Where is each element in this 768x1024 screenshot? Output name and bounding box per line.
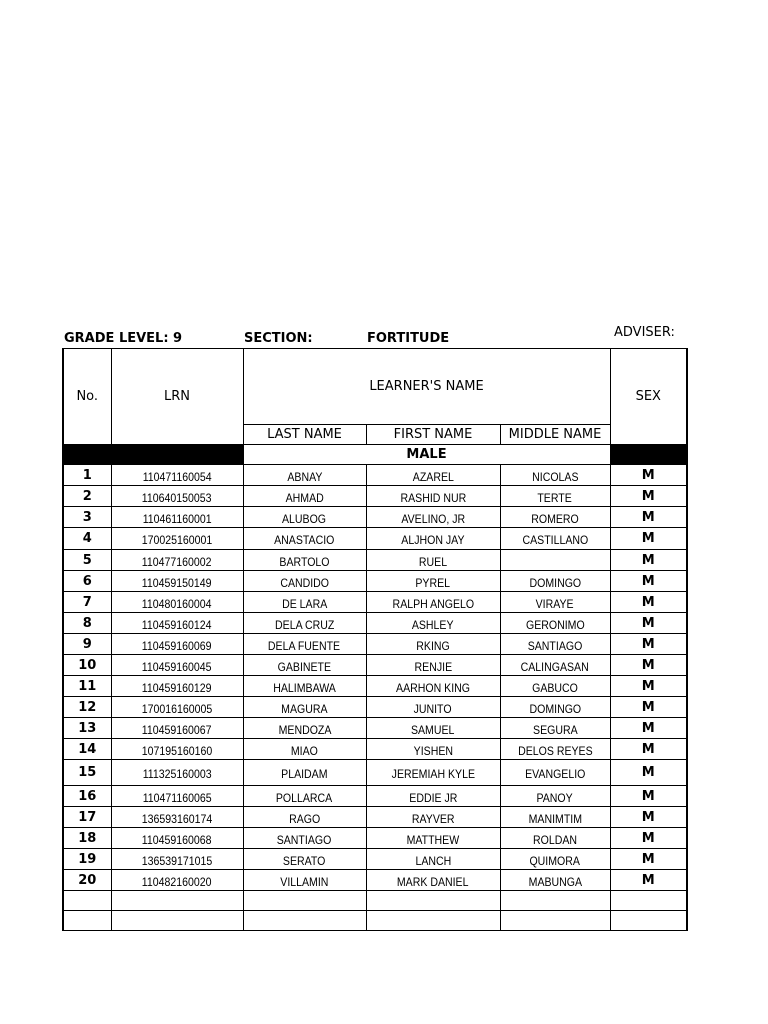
first-name-cell-text: RAYVER xyxy=(411,811,455,826)
last-name-cell xyxy=(243,807,366,828)
middle-name-cell-text: ROMERO xyxy=(531,511,579,526)
table-row xyxy=(63,592,687,613)
lrn-cell xyxy=(111,739,243,760)
last-name-cell-text: VILLAMIN xyxy=(280,874,329,889)
sex-cell: M xyxy=(610,634,687,655)
lrn-cell xyxy=(111,592,243,613)
row-number: 14 xyxy=(63,739,111,760)
last-name-cell-text: ALUBOG xyxy=(282,511,327,526)
row-number: 15 xyxy=(63,760,111,786)
row-number: 1 xyxy=(63,465,111,486)
middle-name-cell-text: PANOY xyxy=(536,790,574,805)
last-name-cell xyxy=(243,634,366,655)
adviser-label: ADVISER: xyxy=(614,325,675,340)
first-name-cell-text: ALJHON JAY xyxy=(401,533,465,547)
group-label-male: MALE xyxy=(243,445,610,465)
first-name-cell xyxy=(366,849,500,870)
middle-name-cell xyxy=(500,507,610,528)
middle-name-cell-text: NICOLAS xyxy=(531,469,579,484)
last-name-cell-text: AHMAD xyxy=(285,490,324,505)
middle-name-cell xyxy=(500,465,610,486)
first-name-cell xyxy=(366,697,500,718)
middle-name-cell xyxy=(500,550,610,571)
first-name-cell-text: SAMUEL xyxy=(411,722,455,737)
middle-name-cell-text: DELOS REYES xyxy=(517,743,593,758)
lrn-cell xyxy=(111,849,243,870)
lrn-cell-text: 136593160174 xyxy=(141,811,213,826)
lrn-cell xyxy=(111,550,243,571)
row-number: 9 xyxy=(63,634,111,655)
last-name-cell xyxy=(243,739,366,760)
first-name-cell xyxy=(366,571,500,592)
lrn-cell xyxy=(111,676,243,697)
first-name-cell-text: YISHEN xyxy=(413,743,453,758)
middle-name-cell-text: GABUCO xyxy=(532,680,578,695)
middle-name-cell xyxy=(500,592,610,613)
middle-name-cell xyxy=(500,697,610,718)
lrn-cell xyxy=(111,870,243,891)
last-name-cell xyxy=(243,718,366,739)
last-name-cell-text: DE LARA xyxy=(281,596,328,611)
first-name-cell-text: MATTHEW xyxy=(406,832,460,847)
row-number: 11 xyxy=(63,676,111,697)
table-row xyxy=(63,486,687,507)
empty-cell xyxy=(111,891,243,911)
last-name-cell xyxy=(243,655,366,676)
section-value: FORTITUDE xyxy=(367,331,450,346)
first-name-cell-text: ASHLEY xyxy=(412,617,454,632)
middle-name-cell-text: GERONIMO xyxy=(525,617,585,632)
sex-cell: M xyxy=(610,697,687,718)
lrn-cell xyxy=(111,486,243,507)
last-name-cell-text: BARTOLO xyxy=(279,554,330,569)
row-number: 7 xyxy=(63,592,111,613)
middle-name-cell-text: VIRAYE xyxy=(536,596,574,611)
sex-cell: M xyxy=(610,718,687,739)
last-name-cell xyxy=(243,828,366,849)
first-name-cell xyxy=(366,718,500,739)
first-name-cell-text: RENJIE xyxy=(414,659,452,674)
middle-name-cell xyxy=(500,828,610,849)
row-number: 2 xyxy=(63,486,111,507)
first-name-cell xyxy=(366,634,500,655)
black-fill-cell xyxy=(63,445,111,465)
table-row xyxy=(63,571,687,592)
learner-roster-table xyxy=(62,348,688,931)
first-name-cell-text: JEREMIAH KYLE xyxy=(391,767,475,781)
table-row xyxy=(63,739,687,760)
table-row xyxy=(63,718,687,739)
middle-name-cell xyxy=(500,571,610,592)
table-row xyxy=(63,676,687,697)
empty-cell xyxy=(111,911,243,931)
lrn-cell xyxy=(111,786,243,807)
middle-name-cell-text: TERTE xyxy=(537,490,573,505)
last-name-cell-text: ABNAY xyxy=(286,469,323,484)
sex-cell: M xyxy=(610,655,687,676)
middle-name-cell xyxy=(500,613,610,634)
last-name-cell xyxy=(243,870,366,891)
middle-name-cell-text: ROLDAN xyxy=(532,832,577,847)
middle-name-cell xyxy=(500,655,610,676)
column-header-no: No. xyxy=(63,349,111,445)
table-row xyxy=(63,870,687,891)
table-row xyxy=(63,550,687,571)
middle-name-cell-text: SANTIAGO xyxy=(527,638,583,653)
first-name-cell-text: EDDIE JR xyxy=(408,790,458,805)
middle-name-cell xyxy=(500,786,610,807)
sex-cell: M xyxy=(610,528,687,550)
last-name-cell xyxy=(243,613,366,634)
table-row xyxy=(63,613,687,634)
first-name-cell xyxy=(366,870,500,891)
middle-name-cell-text: SEGURA xyxy=(532,722,578,737)
black-fill-cell xyxy=(610,445,687,465)
last-name-cell-text: SANTIAGO xyxy=(277,832,332,847)
last-name-cell-text: MAGURA xyxy=(281,701,328,716)
middle-name-cell xyxy=(500,634,610,655)
last-name-cell-text: PLAIDAM xyxy=(281,767,328,781)
first-name-cell xyxy=(366,592,500,613)
empty-row xyxy=(63,891,687,911)
subheader-last-name: LAST NAME xyxy=(243,425,366,445)
lrn-cell-text: 110459160067 xyxy=(142,722,212,737)
row-number: 12 xyxy=(63,697,111,718)
table-row xyxy=(63,697,687,718)
row-number: 3 xyxy=(63,507,111,528)
empty-cell xyxy=(610,891,687,911)
middle-name-cell xyxy=(500,760,610,786)
empty-cell xyxy=(500,911,610,931)
last-name-cell xyxy=(243,528,366,550)
lrn-cell-text: 107195160160 xyxy=(141,743,213,758)
lrn-cell-text: 110482160020 xyxy=(142,874,212,889)
last-name-cell-text: HALIMBAWA xyxy=(273,680,336,695)
lrn-cell-text: 111325160003 xyxy=(142,767,212,781)
empty-cell xyxy=(63,891,111,911)
sex-cell: M xyxy=(610,465,687,486)
last-name-cell xyxy=(243,849,366,870)
first-name-cell xyxy=(366,486,500,507)
middle-name-cell-text: MANIMTIM xyxy=(528,811,582,826)
lrn-cell-text: 110640150053 xyxy=(142,490,212,505)
last-name-cell-text: ANASTACIO xyxy=(274,533,335,547)
table-row xyxy=(63,828,687,849)
column-header-learners-name: LEARNER'S NAME xyxy=(243,349,610,425)
middle-name-cell-text: EVANGELIO xyxy=(524,767,586,781)
middle-name-cell xyxy=(500,870,610,891)
group-row-male xyxy=(63,445,687,465)
table-row xyxy=(63,634,687,655)
last-name-cell-text: DELA FUENTE xyxy=(268,638,341,653)
middle-name-cell-text: DOMINGO xyxy=(529,701,581,716)
last-name-cell-text: GABINETE xyxy=(277,659,332,674)
grade-level-label: GRADE LEVEL: 9 xyxy=(64,331,183,346)
lrn-cell-text: 136539171015 xyxy=(141,853,213,868)
row-number: 10 xyxy=(63,655,111,676)
last-name-cell xyxy=(243,592,366,613)
row-number: 13 xyxy=(63,718,111,739)
row-number: 6 xyxy=(63,571,111,592)
sex-cell: M xyxy=(610,760,687,786)
sex-cell: M xyxy=(610,786,687,807)
lrn-cell xyxy=(111,655,243,676)
last-name-cell xyxy=(243,486,366,507)
subheader-first-name: FIRST NAME xyxy=(366,425,500,445)
sex-cell: M xyxy=(610,613,687,634)
lrn-cell-text: 170016160005 xyxy=(141,701,213,716)
last-name-cell-text: MENDOZA xyxy=(278,722,331,737)
last-name-cell-text: RAGO xyxy=(288,811,321,826)
empty-cell xyxy=(366,891,500,911)
sex-cell: M xyxy=(610,571,687,592)
lrn-cell-text: 110459160129 xyxy=(142,680,212,695)
lrn-cell-text: 110480160004 xyxy=(142,596,212,611)
empty-cell xyxy=(63,911,111,931)
first-name-cell-text: RUEL xyxy=(418,554,448,569)
lrn-cell xyxy=(111,718,243,739)
first-name-cell-text: RALPH ANGELO xyxy=(392,596,474,611)
last-name-cell xyxy=(243,760,366,786)
column-header-lrn: LRN xyxy=(111,349,243,445)
first-name-cell xyxy=(366,613,500,634)
first-name-cell xyxy=(366,465,500,486)
lrn-cell xyxy=(111,760,243,786)
last-name-cell-text: SERATO xyxy=(283,853,326,868)
lrn-cell-text: 110459160124 xyxy=(142,617,212,632)
sex-cell: M xyxy=(610,828,687,849)
sex-cell: M xyxy=(610,550,687,571)
lrn-cell-text: 110459150149 xyxy=(142,575,212,590)
first-name-cell-text: JUNITO xyxy=(414,701,452,716)
lrn-cell-text: 170025160001 xyxy=(141,533,213,547)
middle-name-cell xyxy=(500,486,610,507)
first-name-cell xyxy=(366,550,500,571)
lrn-cell xyxy=(111,828,243,849)
column-header-sex: SEX xyxy=(610,349,687,445)
row-number: 17 xyxy=(63,807,111,828)
table-row xyxy=(63,465,687,486)
lrn-cell xyxy=(111,697,243,718)
empty-cell xyxy=(610,911,687,931)
lrn-cell xyxy=(111,807,243,828)
first-name-cell-text: RASHID NUR xyxy=(400,490,466,505)
table-row xyxy=(63,528,687,550)
first-name-cell-text: LANCH xyxy=(415,853,451,868)
first-name-cell xyxy=(366,828,500,849)
middle-name-cell-text: DOMINGO xyxy=(529,575,581,590)
lrn-cell-text: 110461160001 xyxy=(142,511,212,526)
empty-row xyxy=(63,911,687,931)
sex-cell: M xyxy=(610,592,687,613)
empty-cell xyxy=(243,911,366,931)
last-name-cell-text: MIAO xyxy=(290,743,318,758)
row-number: 18 xyxy=(63,828,111,849)
sex-cell: M xyxy=(610,870,687,891)
first-name-cell xyxy=(366,528,500,550)
first-name-cell-text: AZAREL xyxy=(412,469,454,484)
first-name-cell-text: MARK DANIEL xyxy=(397,874,469,889)
subheader-middle-name: MIDDLE NAME xyxy=(500,425,610,445)
first-name-cell xyxy=(366,507,500,528)
section-label: SECTION: xyxy=(244,331,313,346)
empty-cell xyxy=(243,891,366,911)
last-name-cell-text: POLLARCA xyxy=(276,790,333,805)
last-name-cell xyxy=(243,550,366,571)
last-name-cell-text: CANDIDO xyxy=(280,575,329,590)
last-name-cell xyxy=(243,697,366,718)
table-row xyxy=(63,786,687,807)
sex-cell: M xyxy=(610,486,687,507)
sex-cell: M xyxy=(610,676,687,697)
middle-name-cell xyxy=(500,676,610,697)
table-row xyxy=(63,849,687,870)
table-row xyxy=(63,760,687,786)
last-name-cell xyxy=(243,786,366,807)
table-row xyxy=(63,655,687,676)
first-name-cell xyxy=(366,760,500,786)
empty-cell xyxy=(366,911,500,931)
lrn-cell xyxy=(111,465,243,486)
empty-cell xyxy=(500,891,610,911)
first-name-cell xyxy=(366,786,500,807)
lrn-cell-text: 110471160065 xyxy=(142,790,212,805)
last-name-cell xyxy=(243,465,366,486)
first-name-cell-text: PYREL xyxy=(415,575,451,590)
row-number: 20 xyxy=(63,870,111,891)
middle-name-cell-text: MABUNGA xyxy=(528,874,582,889)
lrn-cell-text: 110471160054 xyxy=(142,469,212,484)
lrn-cell-text: 110477160002 xyxy=(142,554,212,569)
row-number: 19 xyxy=(63,849,111,870)
first-name-cell xyxy=(366,676,500,697)
table-row xyxy=(63,507,687,528)
first-name-cell-text: RKING xyxy=(416,638,450,653)
middle-name-cell xyxy=(500,739,610,760)
middle-name-cell xyxy=(500,807,610,828)
sex-cell: M xyxy=(610,739,687,760)
lrn-cell xyxy=(111,528,243,550)
sex-cell: M xyxy=(610,849,687,870)
sex-cell: M xyxy=(610,507,687,528)
first-name-cell xyxy=(366,739,500,760)
last-name-cell xyxy=(243,676,366,697)
last-name-cell-text: DELA CRUZ xyxy=(274,617,335,632)
sex-cell: M xyxy=(610,807,687,828)
row-number: 5 xyxy=(63,550,111,571)
last-name-cell xyxy=(243,571,366,592)
first-name-cell xyxy=(366,807,500,828)
middle-name-cell-text: CASTILLANO xyxy=(522,533,588,547)
middle-name-cell-text: CALINGASAN xyxy=(520,659,590,674)
middle-name-cell xyxy=(500,718,610,739)
row-number: 4 xyxy=(63,528,111,550)
middle-name-cell xyxy=(500,528,610,550)
lrn-cell xyxy=(111,613,243,634)
row-number: 16 xyxy=(63,786,111,807)
table-row xyxy=(63,807,687,828)
black-fill-cell xyxy=(111,445,243,465)
lrn-cell xyxy=(111,507,243,528)
first-name-cell xyxy=(366,655,500,676)
lrn-cell-text: 110459160045 xyxy=(142,659,212,674)
first-name-cell-text: AVELINO, JR xyxy=(401,511,465,526)
lrn-cell xyxy=(111,571,243,592)
lrn-cell-text: 110459160069 xyxy=(142,638,212,653)
lrn-cell-text: 110459160068 xyxy=(142,832,212,847)
first-name-cell-text: AARHON KING xyxy=(396,680,470,695)
middle-name-cell xyxy=(500,849,610,870)
row-number: 8 xyxy=(63,613,111,634)
last-name-cell xyxy=(243,507,366,528)
middle-name-cell-text: QUIMORA xyxy=(529,853,581,868)
lrn-cell xyxy=(111,634,243,655)
